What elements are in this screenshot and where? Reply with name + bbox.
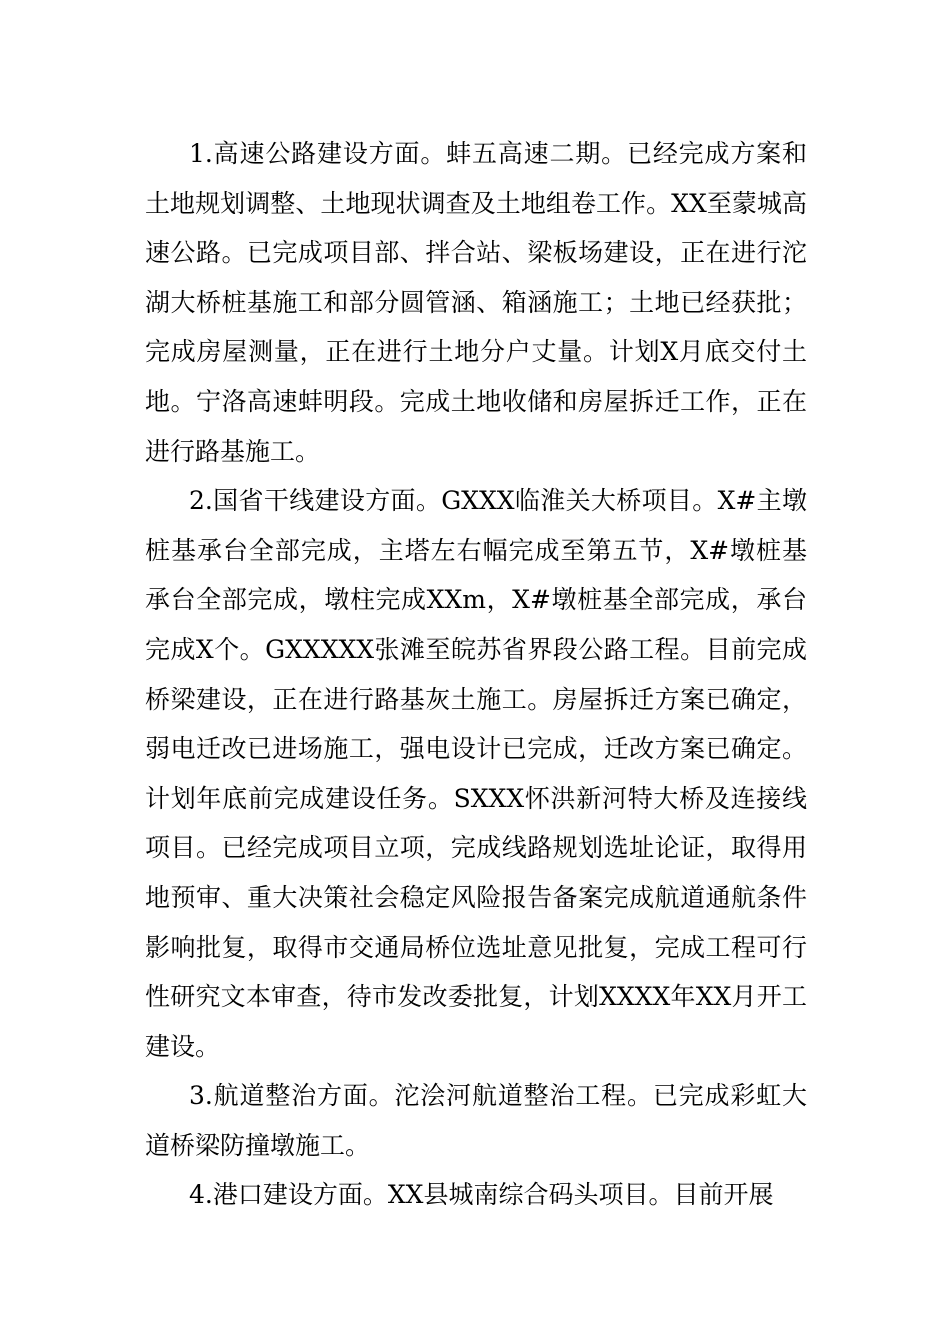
- paragraph-highway: 1.高速公路建设方面。蚌五高速二期。已经完成方案和土地规划调整、土地现状调查及土地组卷工作。XX至蒙城高速公路。已完成项目部、拌合站、梁板场建设，正在进行沱湖大桥桩基施工和部分圆管涵、箱涵施工；土地已经获批；完成房屋测量，正在进行土地分户丈量。计划X月底交付土地。宁洛高速蚌明段。完成土地收储和房屋拆迁工作，正在进行路基施工。: [145, 139, 807, 466]
- paragraph-trunk-roads: 2.国省干线建设方面。GXXX临淮关大桥项目。X#主墩桩基承台全部完成，主塔左右幅完成至第五节，X#墩桩基承台全部完成，墩柱完成XXm，X#墩桩基全部完成，承台完成X个。GXXXXX张滩至皖苏省界段公路工程。目前完成桥梁建设，正在进行路基灰土施工。房屋拆迁方案已确定，弱电迁改已进场施工，强电设计已完成，迁改方案已确定。计划年底前完成建设任务。SXXX怀洪新河特大桥及连接线项目。已经完成项目立项，完成线路规划选址论证，取得用地预审、重大决策社会稳定风险报告备案完成航道通航条件影响批复，取得市交通局桥位选址意见批复，完成工程可行性研究文本审查，待市发改委批复，计划XXXX年XX月开工建设。: [145, 486, 807, 1061]
- paragraph-port: 4.港口建设方面。XX县城南综合码头项目。目前开展: [189, 1180, 774, 1210]
- document-body: [145, 129, 807, 1220]
- paragraph-waterway: 3.航道整治方面。沱浍河航道整治工程。已完成彩虹大道桥梁防撞墩施工。: [145, 1081, 807, 1160]
